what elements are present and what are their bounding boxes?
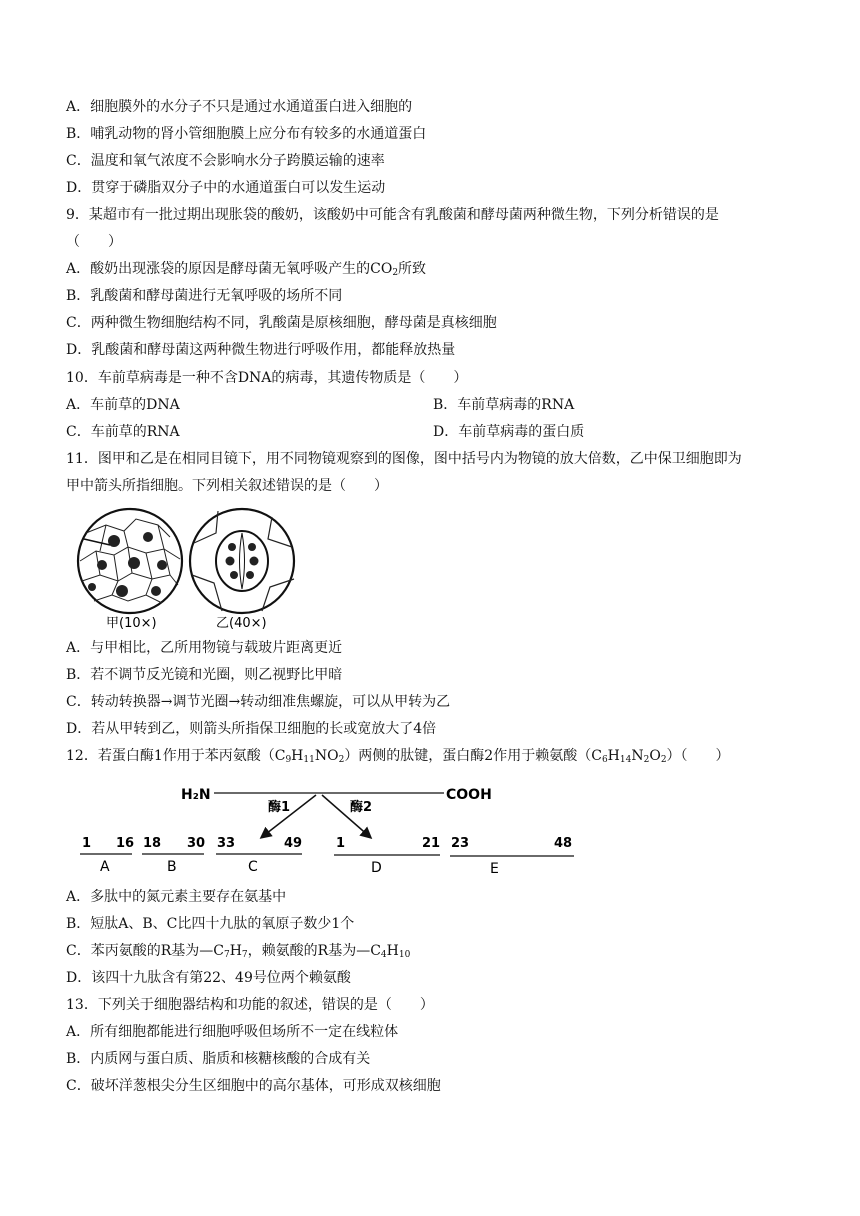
fragment-b-label: B xyxy=(167,859,177,875)
fragment-c-start: 33 xyxy=(217,836,236,851)
q9-stem: 9．某超市有一批过期出现胀袋的酸奶，该酸奶中可能含有乳酸菌和酵母菌两种微生物，下列分析错误的是 xyxy=(66,207,719,223)
label-jia: 甲(10×) xyxy=(106,616,157,631)
fragment-a-start: 1 xyxy=(82,836,92,851)
fragment-a-end: 16 xyxy=(116,836,135,851)
q10-option-a: A．车前草的DNA xyxy=(66,397,180,413)
q12-option-c: C．苯丙氨酸的R基为$—C_7H_7$，赖氨酸的R基为$—C_4H_{10}$ xyxy=(66,943,411,960)
fragment-b-start: 18 xyxy=(143,836,162,851)
fragment-d-start: 1 xyxy=(336,836,346,851)
q11-option-b: B．若不调节反光镜和光圈，则乙视野比甲暗 xyxy=(66,667,343,683)
q9-option-c: C．两种微生物细胞结构不同，乳酸菌是原核细胞，酵母菌是真核细胞 xyxy=(66,315,497,331)
fragment-e-start: 23 xyxy=(451,836,470,851)
q11-option-d: D．若从甲转到乙，则箭头所指保卫细胞的长或宽放大了4倍 xyxy=(66,721,437,737)
fragment-b-end: 30 xyxy=(187,836,206,851)
enzyme1-label: 酶1 xyxy=(268,800,291,815)
q10-option-c: C．车前草的RNA xyxy=(66,424,180,440)
q9-answer-paren: （ ） xyxy=(66,234,122,250)
amino-terminus-label: H₂N xyxy=(181,787,211,803)
enzyme2-label: 酶2 xyxy=(350,800,373,815)
q11-stem-line2: 甲中箭头所指细胞。下列相关叙述错误的是（ ） xyxy=(66,478,388,494)
q10-option-b: B．车前草病毒的RNA xyxy=(433,397,575,413)
peptide-figure-svg xyxy=(66,775,596,880)
q8-option-c: C．温度和氧气浓度不会影响水分子跨膜运输的速率 xyxy=(66,153,385,169)
q12-option-b: B．短肽A、B、C比四十九肽的氧原子数少1个 xyxy=(66,916,355,932)
fragment-a-label: A xyxy=(100,859,110,875)
q9-option-b: B．乳酸菌和酵母菌进行无氧呼吸的场所不同 xyxy=(66,288,343,304)
q13-option-b: B．内质网与蛋白质、脂质和核糖核酸的合成有关 xyxy=(66,1051,371,1067)
fragment-d-end: 21 xyxy=(422,836,441,851)
q10-option-d: D．车前草病毒的蛋白质 xyxy=(433,424,585,440)
q13-option-c: C．破坏洋葱根尖分生区细胞中的高尔基体，可形成双核细胞 xyxy=(66,1078,441,1094)
q8-option-d: D．贯穿于磷脂双分子中的水通道蛋白可以发生运动 xyxy=(66,180,386,196)
fragment-e-label: E xyxy=(490,861,499,877)
fragment-d-label: D xyxy=(371,860,382,876)
fragment-c-end: 49 xyxy=(284,836,303,851)
q10-stem: 10．车前草病毒是一种不含DNA的病毒，其遗传物质是（ ） xyxy=(66,370,468,386)
peptide-figure xyxy=(66,775,596,880)
microscope-figure xyxy=(66,503,306,633)
fragment-e-end: 48 xyxy=(554,836,573,851)
label-yi: 乙(40×) xyxy=(216,616,267,631)
q13-stem: 13．下列关于细胞器结构和功能的叙述，错误的是（ ） xyxy=(66,997,434,1013)
q8-option-a: A．细胞膜外的水分子不只是通过水通道蛋白进入细胞的 xyxy=(66,99,413,115)
field-yi xyxy=(190,509,294,613)
q12-option-d: D．该四十九肽含有第22、49号位两个赖氨酸 xyxy=(66,970,351,986)
q9-option-d: D．乳酸菌和酵母菌这两种微生物进行呼吸作用，都能释放热量 xyxy=(66,342,456,358)
fragment-c-label: C xyxy=(248,859,258,875)
carboxyl-terminus-label: COOH xyxy=(446,787,492,803)
q13-option-a: A．所有细胞都能进行细胞呼吸但场所不一定在线粒体 xyxy=(66,1024,399,1040)
q8-option-b: B．哺乳动物的肾小管细胞膜上应分布有较多的水通道蛋白 xyxy=(66,126,427,142)
q11-stem-line1: 11．图甲和乙是在相同目镜下，用不同物镜观察到的图像，图中括号内为物镜的放大倍数，乙中保卫细胞即为 xyxy=(66,451,742,467)
microscope-figure-svg xyxy=(66,503,306,633)
field-jia xyxy=(78,509,182,613)
q11-option-c: C．转动转换器→调节光圈→转动细准焦螺旋，可以从甲转为乙 xyxy=(66,694,451,710)
q9-option-a: A．酸奶出现涨袋的原因是酵母菌无氧呼吸产生的$CO_2$所致 xyxy=(66,261,427,278)
q11-option-a: A．与甲相比，乙所用物镜与载玻片距离更近 xyxy=(66,640,343,656)
q12-option-a: A．多肽中的氮元素主要存在氨基中 xyxy=(66,889,287,905)
q12-stem: 12．若蛋白酶1作用于苯丙氨酸$(C_9H_{11}NO_2)$两侧的肽键，蛋白酶2作用于赖氨酸$(C_6H_{14}N_2O_2)$（ ） xyxy=(66,748,730,765)
